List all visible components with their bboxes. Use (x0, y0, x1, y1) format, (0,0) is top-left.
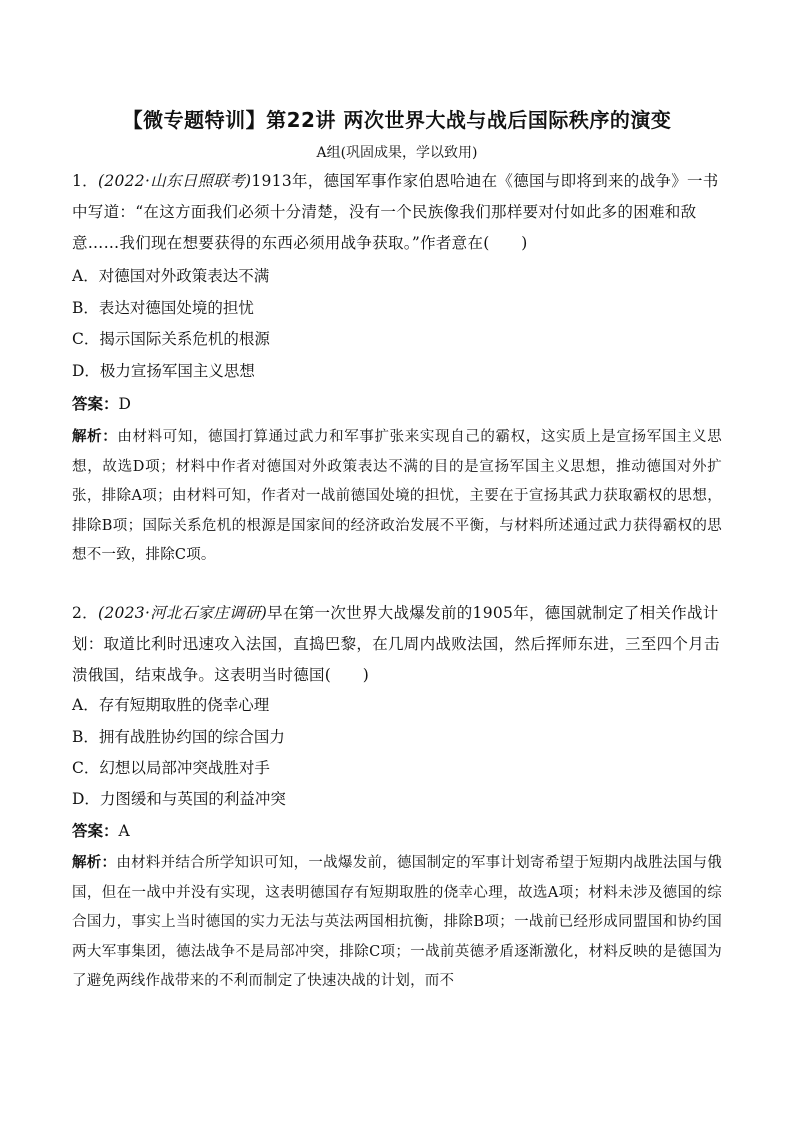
question-2-answer (72, 821, 130, 841)
answer-label: 答案： (72, 394, 119, 413)
section-subtitle: A组(巩固成果，学以致用) (316, 145, 478, 161)
question-1-analysis (72, 422, 722, 571)
question-number: 1． (72, 172, 98, 190)
analysis-text: 由材料并结合所学知识可知，一战爆发前，德国制定的军事计划寄希望于短期内战胜法国与俄国，但在一战中并没有实现，这表明德国存有短期取胜的侥幸心理，故选A项；材料未涉及德国的综合国力，事实上当时德国的实力无法与英法两国相抗衡，排除B项；一战前已经形成同盟国和协约国两大军事集团，德法战争不是局部冲突，排除C项；一战前英德矛盾逐渐激化，材料反映的是德国为了避免两线作战带来的不利而制定了快速决战的计划，而不 (72, 855, 722, 989)
answer-value: A (118, 822, 130, 840)
question-1-option-b: B．表达对德国处境的担忧 (72, 299, 254, 317)
question-1-option-d: D．极力宣扬军国主义思想 (72, 362, 255, 380)
analysis-label: 解析： (72, 854, 117, 871)
answer-label: 答案： (72, 821, 119, 840)
answer-value: D (118, 395, 131, 413)
question-1-stem (72, 166, 722, 259)
analysis-text: 由材料可知，德国打算通过武力和军事扩张来实现自己的霸权，这实质上是宣扬军国主义思想，故选D项；材料中作者对德国对外政策表达不满的目的是宣扬军国主义思想，推动德国对外扩张，排除A项；由材料可知，作者对一战前德国处境的担忧，主要在于宣扬其武力获取霸权的思想，排除B项；国际关系危机的根源是国家间的经济政治发展不平衡，与材料所述通过武力获得霸权的思想不一致，排除C项。 (72, 429, 722, 563)
question-1-answer (72, 394, 131, 414)
question-2-stem (72, 598, 722, 691)
question-1-option-c: C．揭示国际关系危机的根源 (72, 330, 270, 348)
question-text: 早在第一次世界大战爆发前的1905年，德国就制定了相关作战计划：取道比利时迅速攻入法国，直捣巴黎，在几周内战败法国，然后挥师东进，三至四个月击溃俄国，结束战争。这表明当时德国( ) (72, 604, 720, 684)
page-title: 【微专题特训】第22讲 两次世界大战与战后国际秩序的演变 (122, 108, 672, 132)
question-1-option-a: A．对德国对外政策表达不满 (72, 267, 270, 285)
question-source: (2023·河北石家庄调研) (97, 604, 268, 622)
question-text: 1913年，德国军事作家伯恩哈迪在《德国与即将到来的战争》一书中写道：“在这方面我们必须十分清楚，没有一个民族像我们那样要对付如此多的困难和敌意……我们现在想要获得的东西必须用战争获取。”作者意在( ) (72, 172, 719, 252)
question-source: (2022·山东日照联考) (97, 172, 252, 190)
question-2-option-c: C．幻想以局部冲突战胜对手 (72, 759, 270, 777)
question-number: 2． (72, 604, 98, 622)
question-2-analysis (72, 848, 722, 997)
question-2-option-a: A．存有短期取胜的侥幸心理 (72, 696, 270, 714)
analysis-label: 解析： (72, 428, 118, 445)
question-2-option-b: B．拥有战胜协约国的综合国力 (72, 728, 285, 746)
question-2-option-d: D．力图缓和与英国的利益冲突 (72, 790, 286, 808)
